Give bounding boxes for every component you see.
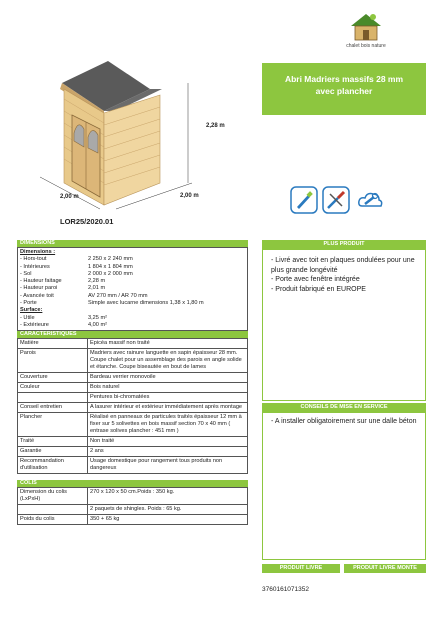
wrench-cloud-icon: [356, 186, 384, 214]
conseils-title: CONSEILS DE MISE EN SERVICE: [262, 403, 426, 412]
spec-key: Conseil entretien: [18, 403, 88, 413]
spec-key: Dimension du colis (LxPxH): [18, 488, 88, 505]
dim-label: - Utile: [20, 314, 35, 321]
table-row: [18, 383, 248, 393]
logo-text: chalet bois nature: [346, 43, 386, 49]
spec-value: A lasurer intérieur et extérieur immédiatement après montage: [88, 403, 248, 413]
plus-produit-panel: [262, 240, 426, 401]
dim-value: 2,01 m: [88, 285, 106, 292]
dim-value: 2,28 m: [88, 278, 106, 285]
dim-value: Simple avec lucarne dimensions 1,38 x 1,80 m: [88, 300, 204, 307]
spec-key: Couleur: [18, 383, 88, 393]
conseils-box: [262, 412, 426, 560]
table-row: [18, 339, 248, 349]
spec-key: [18, 393, 88, 403]
dim-value: 1 804 x 1 804 mm: [88, 263, 133, 270]
spec-value: Usage domestique pour rangement tous produits non dangereux: [88, 457, 248, 474]
spec-key: Plancher: [18, 413, 88, 437]
dim-label: - Porte: [20, 300, 37, 307]
section-dimensions-header: DIMENSIONS: [17, 240, 248, 247]
table-row: [18, 413, 248, 437]
spec-value: Epicéa massif non traité: [88, 339, 248, 349]
surface-heading: Surface:: [20, 307, 43, 314]
table-row: [18, 403, 248, 413]
dim-label: - Hors-tout: [20, 256, 47, 263]
dim-label: - Sol: [20, 270, 32, 277]
list-item: - Porte avec fenêtre intégrée: [271, 276, 360, 283]
section-characteristics-header: CARACTERISTIQUES: [17, 331, 248, 338]
width-right-dimension-label: 2,00 m: [180, 193, 199, 199]
spec-key: Poids du colis: [18, 515, 88, 525]
dim-label: - Hauteur paroi: [20, 285, 58, 292]
product-title-line2: avec plancher: [315, 86, 373, 96]
width-left-dimension-label: 2,00 m: [60, 194, 79, 200]
chalet-illustration: [20, 55, 230, 215]
spec-key: Couverture: [18, 373, 88, 383]
list-item: - Livré avec toit en plaques ondulées pour une plus grande longévité: [271, 257, 415, 274]
spec-key: [18, 505, 88, 515]
table-row: [18, 447, 248, 457]
table-row: [18, 373, 248, 383]
spec-key: Parois: [18, 349, 88, 373]
brand-logo: [338, 12, 394, 56]
plus-produit-box: [262, 249, 426, 401]
dim-value: AV 270 mm / AR 70 mm: [88, 292, 148, 299]
spec-value: Madriers avec rainure languette en sapin épaisseur 28 mm. Coupe chalet pour un assemblage des parois en angle solide et étanche. Coupe biseautée en bout de lames: [88, 349, 248, 373]
table-row: [18, 349, 248, 373]
spec-value: Non traité: [88, 437, 248, 447]
spec-value: 350 + 65 kg: [88, 515, 248, 525]
list-item: - A installer obligatoirement sur une dalle béton: [271, 418, 417, 425]
produit-livre-monte-button[interactable]: PRODUIT LIVRE MONTE: [344, 564, 426, 573]
spec-value: Réalisé en panneaux de particules traités épaisseur 12 mm à fixer sur 5 solivettes en bois massif section 70 x 40 mm ( entrase solives plancher : 451 mm ): [88, 413, 248, 437]
conseils-panel: [262, 403, 426, 560]
dim-label: - Hauteur faitage: [20, 278, 62, 285]
dim-label: - Intérieures: [20, 263, 50, 270]
spec-key: Matière: [18, 339, 88, 349]
chalet-logo-icon: [349, 12, 383, 42]
spec-key: Recommandation d'utilisation: [18, 457, 88, 474]
dim-value: 4,00 m²: [88, 321, 107, 328]
table-row: [18, 505, 248, 515]
table-row: [18, 393, 248, 403]
colis-table: [17, 487, 248, 525]
dim-label: - Extérieure: [20, 321, 49, 328]
screwdriver-icon: [322, 186, 350, 214]
dimensions-block: [17, 247, 248, 331]
spec-value: 2 paquets de shingles. Poids : 65 kg.: [88, 505, 248, 515]
spec-value: 2 ans: [88, 447, 248, 457]
plus-produit-title: PLUS PRODUIT: [262, 240, 426, 249]
spec-key: Garantie: [18, 447, 88, 457]
barcode-number: 3760161071352: [262, 586, 309, 593]
section-colis-header: COLIS: [17, 480, 248, 487]
spec-key: Traité: [18, 437, 88, 447]
table-row: [18, 437, 248, 447]
spec-value: Bois naturel: [88, 383, 248, 393]
height-dimension-label: 2,28 m: [206, 123, 225, 129]
product-title-banner: [262, 63, 426, 115]
spec-value: Pentures bi-chromatées: [88, 393, 248, 403]
table-row: [18, 488, 248, 505]
dim-value: 2 250 x 2 240 mm: [88, 256, 133, 263]
table-row: [18, 457, 248, 474]
spec-value: Bardeau verrier monovoile: [88, 373, 248, 383]
dim-value: 2 000 x 2 000 mm: [88, 270, 133, 277]
produit-livre-button[interactable]: PRODUIT LIVRE: [262, 564, 340, 573]
spec-value: 270 x 120 x 50 cm.Poids : 350 kg.: [88, 488, 248, 505]
paint-brush-icon: [290, 186, 318, 214]
dim-value: 3,25 m²: [88, 314, 107, 321]
dim-label: - Avancée toit: [20, 292, 54, 299]
table-row: [18, 515, 248, 525]
characteristics-table: [17, 338, 248, 474]
product-reference: LOR25/2020.01: [60, 217, 114, 226]
spec-sheet: [17, 240, 248, 525]
list-item: - Produit fabriqué en EUROPE: [271, 285, 366, 293]
product-title-line1: Abri Madriers massifs 28 mm: [284, 74, 404, 84]
dimensions-heading: Dimensions :: [20, 249, 56, 255]
